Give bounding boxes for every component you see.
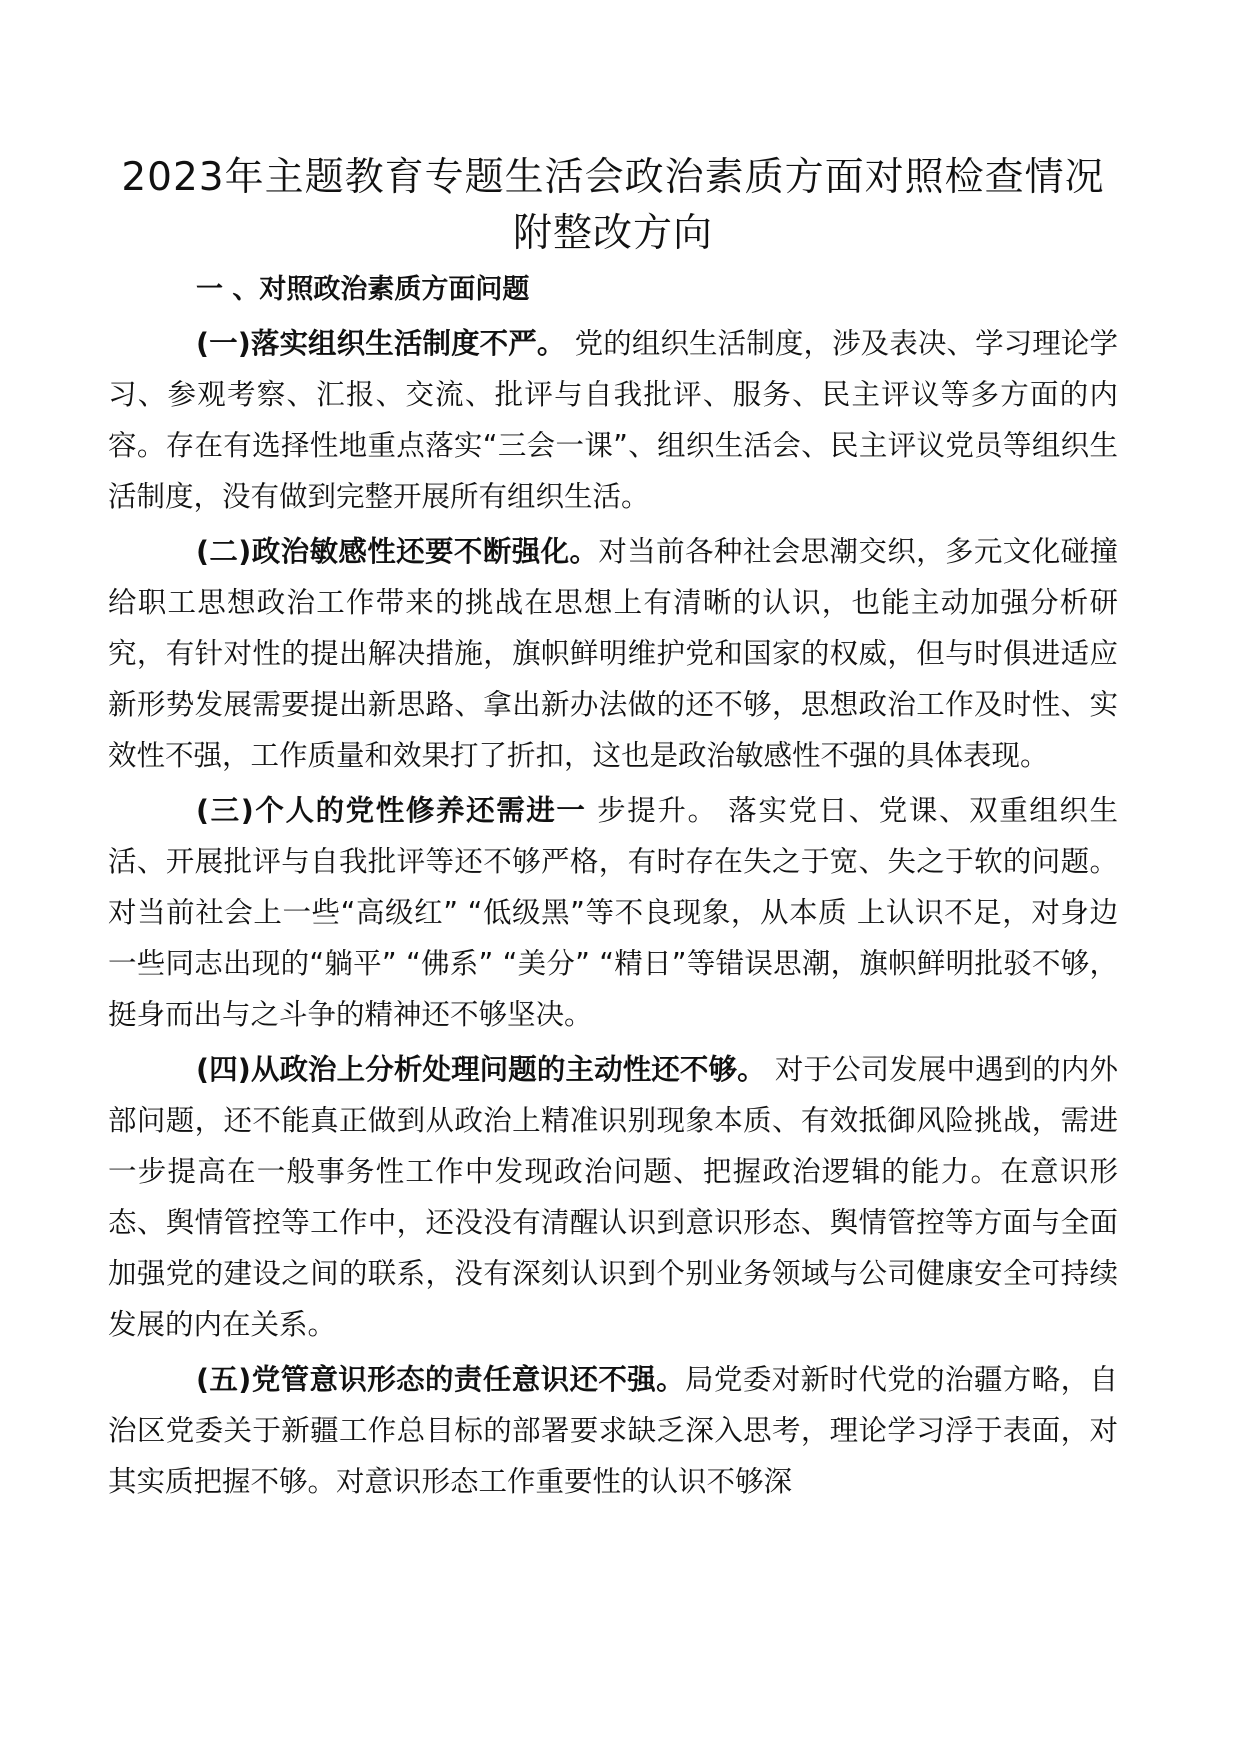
paragraph-lead: (三)个人的党性修养还需进一 [196,794,587,827]
paragraph-body: 对于公司发展中遇到的内外部问题，还不能真正做到从政治上精准识别现象本质、有效抵御风险挑战，需进一步提高在一般事务性工作中发现政治问题、把握政治逻辑的能力。在意识形态、舆情管控等工作中，还没没有清醒认识到意识形态、舆情管控等方面与全面加强党的建设之间的联系，没有深刻认识到个别业务领域与公司健康安全可持续发展的内在关系。 [108,1053,1118,1341]
paragraph-2 [108,526,1118,781]
paragraph-3 [108,785,1118,1040]
paragraph-body: 党的组织生活制度，涉及表决、学习理论学习、参观考察、汇报、交流、批评与自我批评、服务、民主评议等多方面的内容。存在有选择性地重点落实“三会一课”、组织生活会、民主评议党员等组织生活制度，没有做到完整开展所有组织生活。 [108,327,1118,513]
paragraph-4 [108,1044,1118,1350]
document-title: 2023年主题教育专题生活会政治素质方面对照检查情况附整改方向 [121,155,1105,256]
document-page [108,150,1118,1511]
paragraph-lead: (四)从政治上分析处理问题的主动性还不够。 [196,1053,766,1086]
paragraph-body: 对当前各种社会思潮交织，多元文化碰撞给职工思想政治工作带来的挑战在思想上有清晰的认识，也能主动加强分析研究，有针对性的提出解决措施，旗帜鲜明维护党和国家的权威，但与时俱进适应新形势发展需要提出新思路、拿出新办法做的还不够，思想政治工作及时性、实效性不强，工作质量和效果打了折扣，这也是政治敏感性不强的具体表现。 [108,535,1118,772]
paragraph-body: 步提升。 落实党日、党课、双重组织生活、开展批评与自我批评等还不够严格，有时存在失之于宽、失之于软的问题。对当前社会上一些“高级红” “低级黑”等不良现象，从本质 上认识不足，对身边一些同志出现的“躺平” “佛系” “美分” “精日”等错误思潮，旗帜鲜明批驳不够，挺身而出与之斗争的精神还不够坚决。 [108,794,1118,1031]
paragraph-lead: (五)党管意识形态的责任意识还不强。 [196,1363,686,1396]
paragraph-lead: (一)落实组织生活制度不严。 [196,327,566,360]
paragraph-1 [108,318,1118,522]
paragraph-5 [108,1354,1118,1507]
section-heading: 一 、对照政治素质方面问题 [196,274,530,305]
paragraph-body: 局党委对新时代党的治疆方略，自治区党委关于新疆工作总目标的部署要求缺乏深入思考，理论学习浮于表面，对其实质把握不够。对意识形态工作重要性的认识不够深 [108,1363,1118,1498]
paragraph-lead: (二)政治敏感性还要不断强化。 [196,535,599,568]
